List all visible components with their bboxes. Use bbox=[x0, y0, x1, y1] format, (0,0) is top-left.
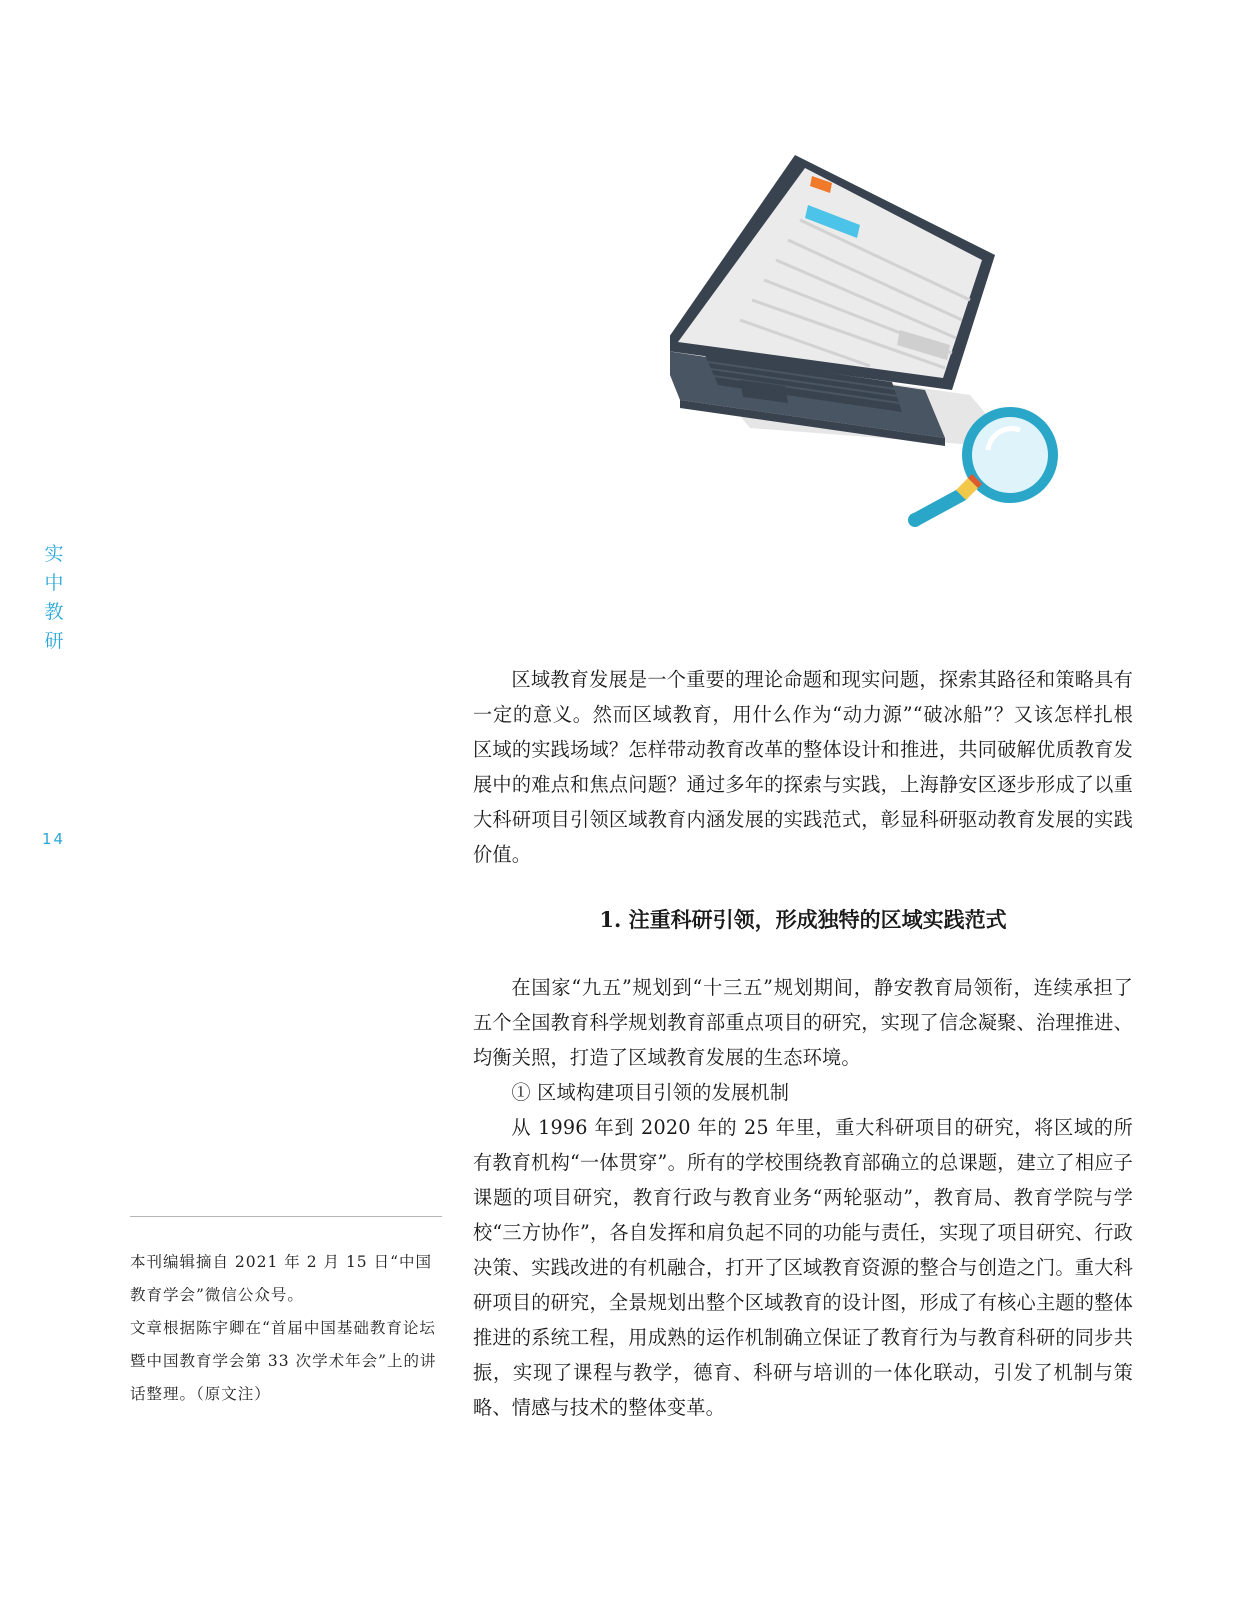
note-divider bbox=[130, 1216, 442, 1217]
body-paragraph: 在国家“九五”规划到“十三五”规划期间，静安教育局领衔，连续承担了五个全国教育科学规划教育部重点项目的研究，实现了信念凝聚、治理推进、均衡关照，打造了区域教育发展的生态环境。 bbox=[473, 976, 1133, 1069]
note-origin: 文章根据陈宇卿在“首届中国基础教育论坛暨中国教育学会第 33 次学术年会”上的讲话整理。（原文注） bbox=[130, 1319, 437, 1403]
body-paragraph: 从 1996 年到 2020 年的 25 年里，重大科研项目的研究，将区域的所有教育机构“一体贯穿”。所有的学校围绕教育部确立的总课题，建立了相应子课题的项目研究，教育行政与教育业务“两轮驱动”，教育局、教育学院与学校“三方协作”，各自发挥和肩负起不同的功能与责任，实现了项目研究、行政决策、实践改进的有机融合，打开了区域教育资源的整合与创造之门。重大科研项目的研究，全景规划出整个区域教育的设计图，形成了有核心主题的整体推进的系统工程，用成熟的运作机制确立保证了教育行为与教育科研的同步共振，实现了课程与教学，德育、科研与培训的一体化联动，引发了机制与策略、情感与技术的整体变革。 bbox=[473, 1116, 1133, 1419]
section-label bbox=[40, 540, 68, 656]
section-label-char: 教 bbox=[44, 601, 64, 623]
note-source: 本刊编辑摘自 2021 年 2 月 15 日“中国教育学会”微信公众号。 bbox=[130, 1253, 433, 1304]
section-label-char: 实 bbox=[44, 543, 64, 565]
intro-paragraph: 区域教育发展是一个重要的理论命题和现实问题，探索其路径和策略具有一定的意义。然而区域教育，用什么作为“动力源”“破冰船”？又该怎样扎根区域的实践场域？怎样带动教育改革的整体设计和推进，共同破解优质教育发展中的难点和焦点问题？通过多年的探索与实践，上海静安区逐步形成了以重大科研项目引领区域教育内涵发展的实践范式，彰显科研驱动教育发展的实践价值。 bbox=[473, 668, 1133, 866]
page-number: 14 bbox=[42, 830, 66, 848]
article-body bbox=[473, 662, 1133, 1425]
section-label-char: 研 bbox=[44, 630, 64, 652]
editor-note bbox=[130, 1246, 442, 1411]
section-heading: 1. 注重科研引领，形成独特的区域实践范式 bbox=[599, 907, 1007, 932]
section-label-char: 中 bbox=[44, 572, 64, 594]
laptop-magnifier-illustration bbox=[670, 150, 1110, 550]
subheading: ① 区域构建项目引领的发展机制 bbox=[511, 1081, 790, 1104]
